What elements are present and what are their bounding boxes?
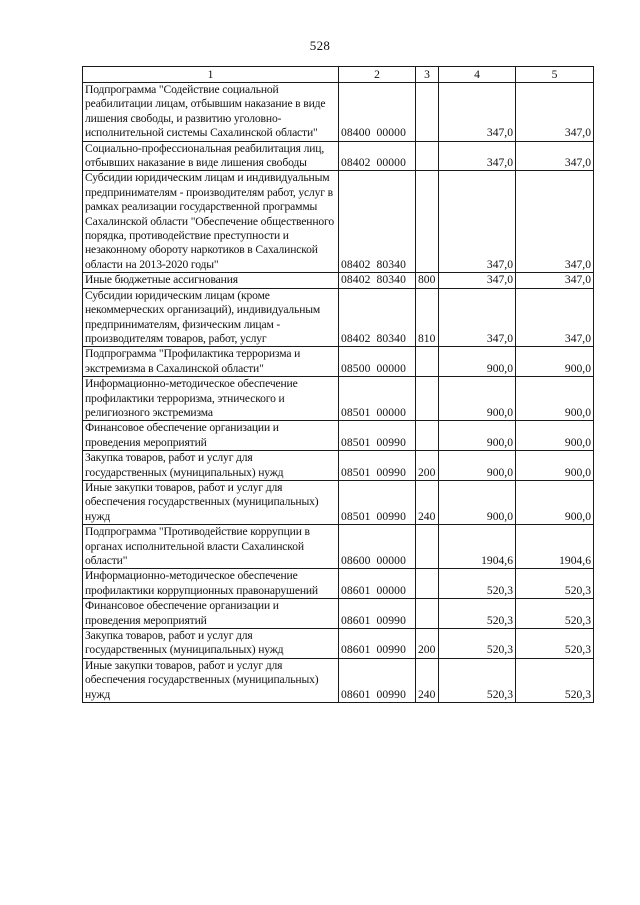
row-name-cell: Социально-профессиональная реабилитация лиц, отбывших наказание в виде лишения свободы xyxy=(83,141,339,171)
table-row xyxy=(83,629,594,659)
row-code-cell: 08402 80340 xyxy=(339,273,416,288)
row-type-cell xyxy=(416,347,439,377)
row-amount-cell: 900,0 xyxy=(439,480,516,524)
row-code-cell: 08600 00000 xyxy=(339,525,416,569)
row-amount-cell: 347,0 xyxy=(516,171,594,273)
table-row xyxy=(83,569,594,599)
row-amount-cell: 347,0 xyxy=(439,171,516,273)
header-cell: 1 xyxy=(83,67,339,83)
page-number: 528 xyxy=(309,38,331,53)
row-name-cell: Подпрограмма "Профилактика терроризма и экстремизма в Сахалинской области" xyxy=(83,347,339,377)
row-amount-cell: 900,0 xyxy=(439,451,516,481)
row-amount-cell: 900,0 xyxy=(439,421,516,451)
row-type-cell xyxy=(416,599,439,629)
row-name-cell: Иные закупки товаров, работ и услуг для обеспечения государственных (муниципальных) нужд xyxy=(83,480,339,524)
row-amount-cell: 520,3 xyxy=(439,599,516,629)
row-code-cell: 08601 00990 xyxy=(339,658,416,702)
row-amount-cell: 520,3 xyxy=(516,599,594,629)
row-type-cell: 800 xyxy=(416,273,439,288)
row-type-cell: 240 xyxy=(416,658,439,702)
row-amount-cell: 900,0 xyxy=(439,347,516,377)
table-row xyxy=(83,171,594,273)
row-type-cell: 810 xyxy=(416,288,439,347)
row-amount-cell: 900,0 xyxy=(516,377,594,421)
row-type-cell xyxy=(416,377,439,421)
row-name-cell: Подпрограмма "Противодействие коррупции в органах исполнительной власти Сахалинской области" xyxy=(83,525,339,569)
table-row xyxy=(83,288,594,347)
row-type-cell xyxy=(416,421,439,451)
row-amount-cell: 900,0 xyxy=(516,347,594,377)
row-code-cell: 08501 00000 xyxy=(339,377,416,421)
row-amount-cell: 1904,6 xyxy=(439,525,516,569)
row-amount-cell: 347,0 xyxy=(516,83,594,142)
row-name-cell: Информационно-методическое обеспечение профилактики коррупционных правонарушений xyxy=(83,569,339,599)
row-code-cell: 08601 00000 xyxy=(339,569,416,599)
row-name-cell: Закупка товаров, работ и услуг для государственных (муниципальных) нужд xyxy=(83,451,339,481)
row-name-cell: Субсидии юридическим лицам и индивидуальным предпринимателям - производителям работ, услуг в рамках реализации государственной программы Сахалинской области "Обеспечение общественного порядка, противодействие преступности и незаконному обороту наркотиков в Сахалинской области на 2013-2020 годы" xyxy=(83,171,339,273)
table-row xyxy=(83,421,594,451)
row-amount-cell: 520,3 xyxy=(516,658,594,702)
header-cell: 2 xyxy=(339,67,416,83)
row-amount-cell: 520,3 xyxy=(439,658,516,702)
table-row xyxy=(83,525,594,569)
row-code-cell: 08601 00990 xyxy=(339,599,416,629)
row-amount-cell: 520,3 xyxy=(439,569,516,599)
budget-table xyxy=(82,66,594,703)
row-name-cell: Субсидии юридическим лицам (кроме некоммерческих организаций), индивидуальным предпринимателям, физическим лицам - производителям товаров, работ, услуг xyxy=(83,288,339,347)
row-amount-cell: 347,0 xyxy=(516,141,594,171)
table-row xyxy=(83,273,594,288)
header-cell: 3 xyxy=(416,67,439,83)
row-amount-cell: 347,0 xyxy=(516,273,594,288)
table-row xyxy=(83,658,594,702)
row-code-cell: 08402 80340 xyxy=(339,288,416,347)
row-amount-cell: 900,0 xyxy=(516,451,594,481)
table-row xyxy=(83,377,594,421)
row-amount-cell: 347,0 xyxy=(439,288,516,347)
row-amount-cell: 900,0 xyxy=(439,377,516,421)
row-name-cell: Финансовое обеспечение организации и проведения мероприятий xyxy=(83,599,339,629)
row-code-cell: 08500 00000 xyxy=(339,347,416,377)
header-cell: 4 xyxy=(439,67,516,83)
row-type-cell xyxy=(416,569,439,599)
row-amount-cell: 900,0 xyxy=(516,421,594,451)
row-amount-cell: 347,0 xyxy=(516,288,594,347)
row-type-cell: 200 xyxy=(416,451,439,481)
row-code-cell: 08402 00000 xyxy=(339,141,416,171)
table-body xyxy=(83,83,594,703)
table-row xyxy=(83,480,594,524)
row-type-cell xyxy=(416,171,439,273)
row-type-cell xyxy=(416,141,439,171)
row-code-cell: 08501 00990 xyxy=(339,451,416,481)
row-type-cell xyxy=(416,525,439,569)
row-amount-cell: 900,0 xyxy=(516,480,594,524)
row-name-cell: Подпрограмма "Содействие социальной реабилитации лицам, отбывшим наказание в виде лишения свободы, и развитию уголовно-исполнительной системы Сахалинской области" xyxy=(83,83,339,142)
table-row xyxy=(83,347,594,377)
row-code-cell: 08501 00990 xyxy=(339,480,416,524)
row-name-cell: Иные бюджетные ассигнования xyxy=(83,273,339,288)
table-row xyxy=(83,599,594,629)
row-amount-cell: 1904,6 xyxy=(516,525,594,569)
row-name-cell: Иные закупки товаров, работ и услуг для обеспечения государственных (муниципальных) нужд xyxy=(83,658,339,702)
row-name-cell: Информационно-методическое обеспечение профилактики терроризма, этнического и религиозного экстремизма xyxy=(83,377,339,421)
row-name-cell: Закупка товаров, работ и услуг для государственных (муниципальных) нужд xyxy=(83,629,339,659)
header-cell: 5 xyxy=(516,67,594,83)
row-code-cell: 08601 00990 xyxy=(339,629,416,659)
row-amount-cell: 347,0 xyxy=(439,273,516,288)
row-name-cell: Финансовое обеспечение организации и проведения мероприятий xyxy=(83,421,339,451)
row-amount-cell: 347,0 xyxy=(439,141,516,171)
row-type-cell: 240 xyxy=(416,480,439,524)
row-amount-cell: 520,3 xyxy=(516,629,594,659)
row-type-cell xyxy=(416,83,439,142)
row-type-cell: 200 xyxy=(416,629,439,659)
row-amount-cell: 520,3 xyxy=(439,629,516,659)
table-row xyxy=(83,451,594,481)
row-code-cell: 08402 80340 xyxy=(339,171,416,273)
row-amount-cell: 347,0 xyxy=(439,83,516,142)
table-header xyxy=(83,67,594,83)
row-amount-cell: 520,3 xyxy=(516,569,594,599)
table-row xyxy=(83,141,594,171)
row-code-cell: 08501 00990 xyxy=(339,421,416,451)
table-row xyxy=(83,83,594,142)
row-code-cell: 08400 00000 xyxy=(339,83,416,142)
